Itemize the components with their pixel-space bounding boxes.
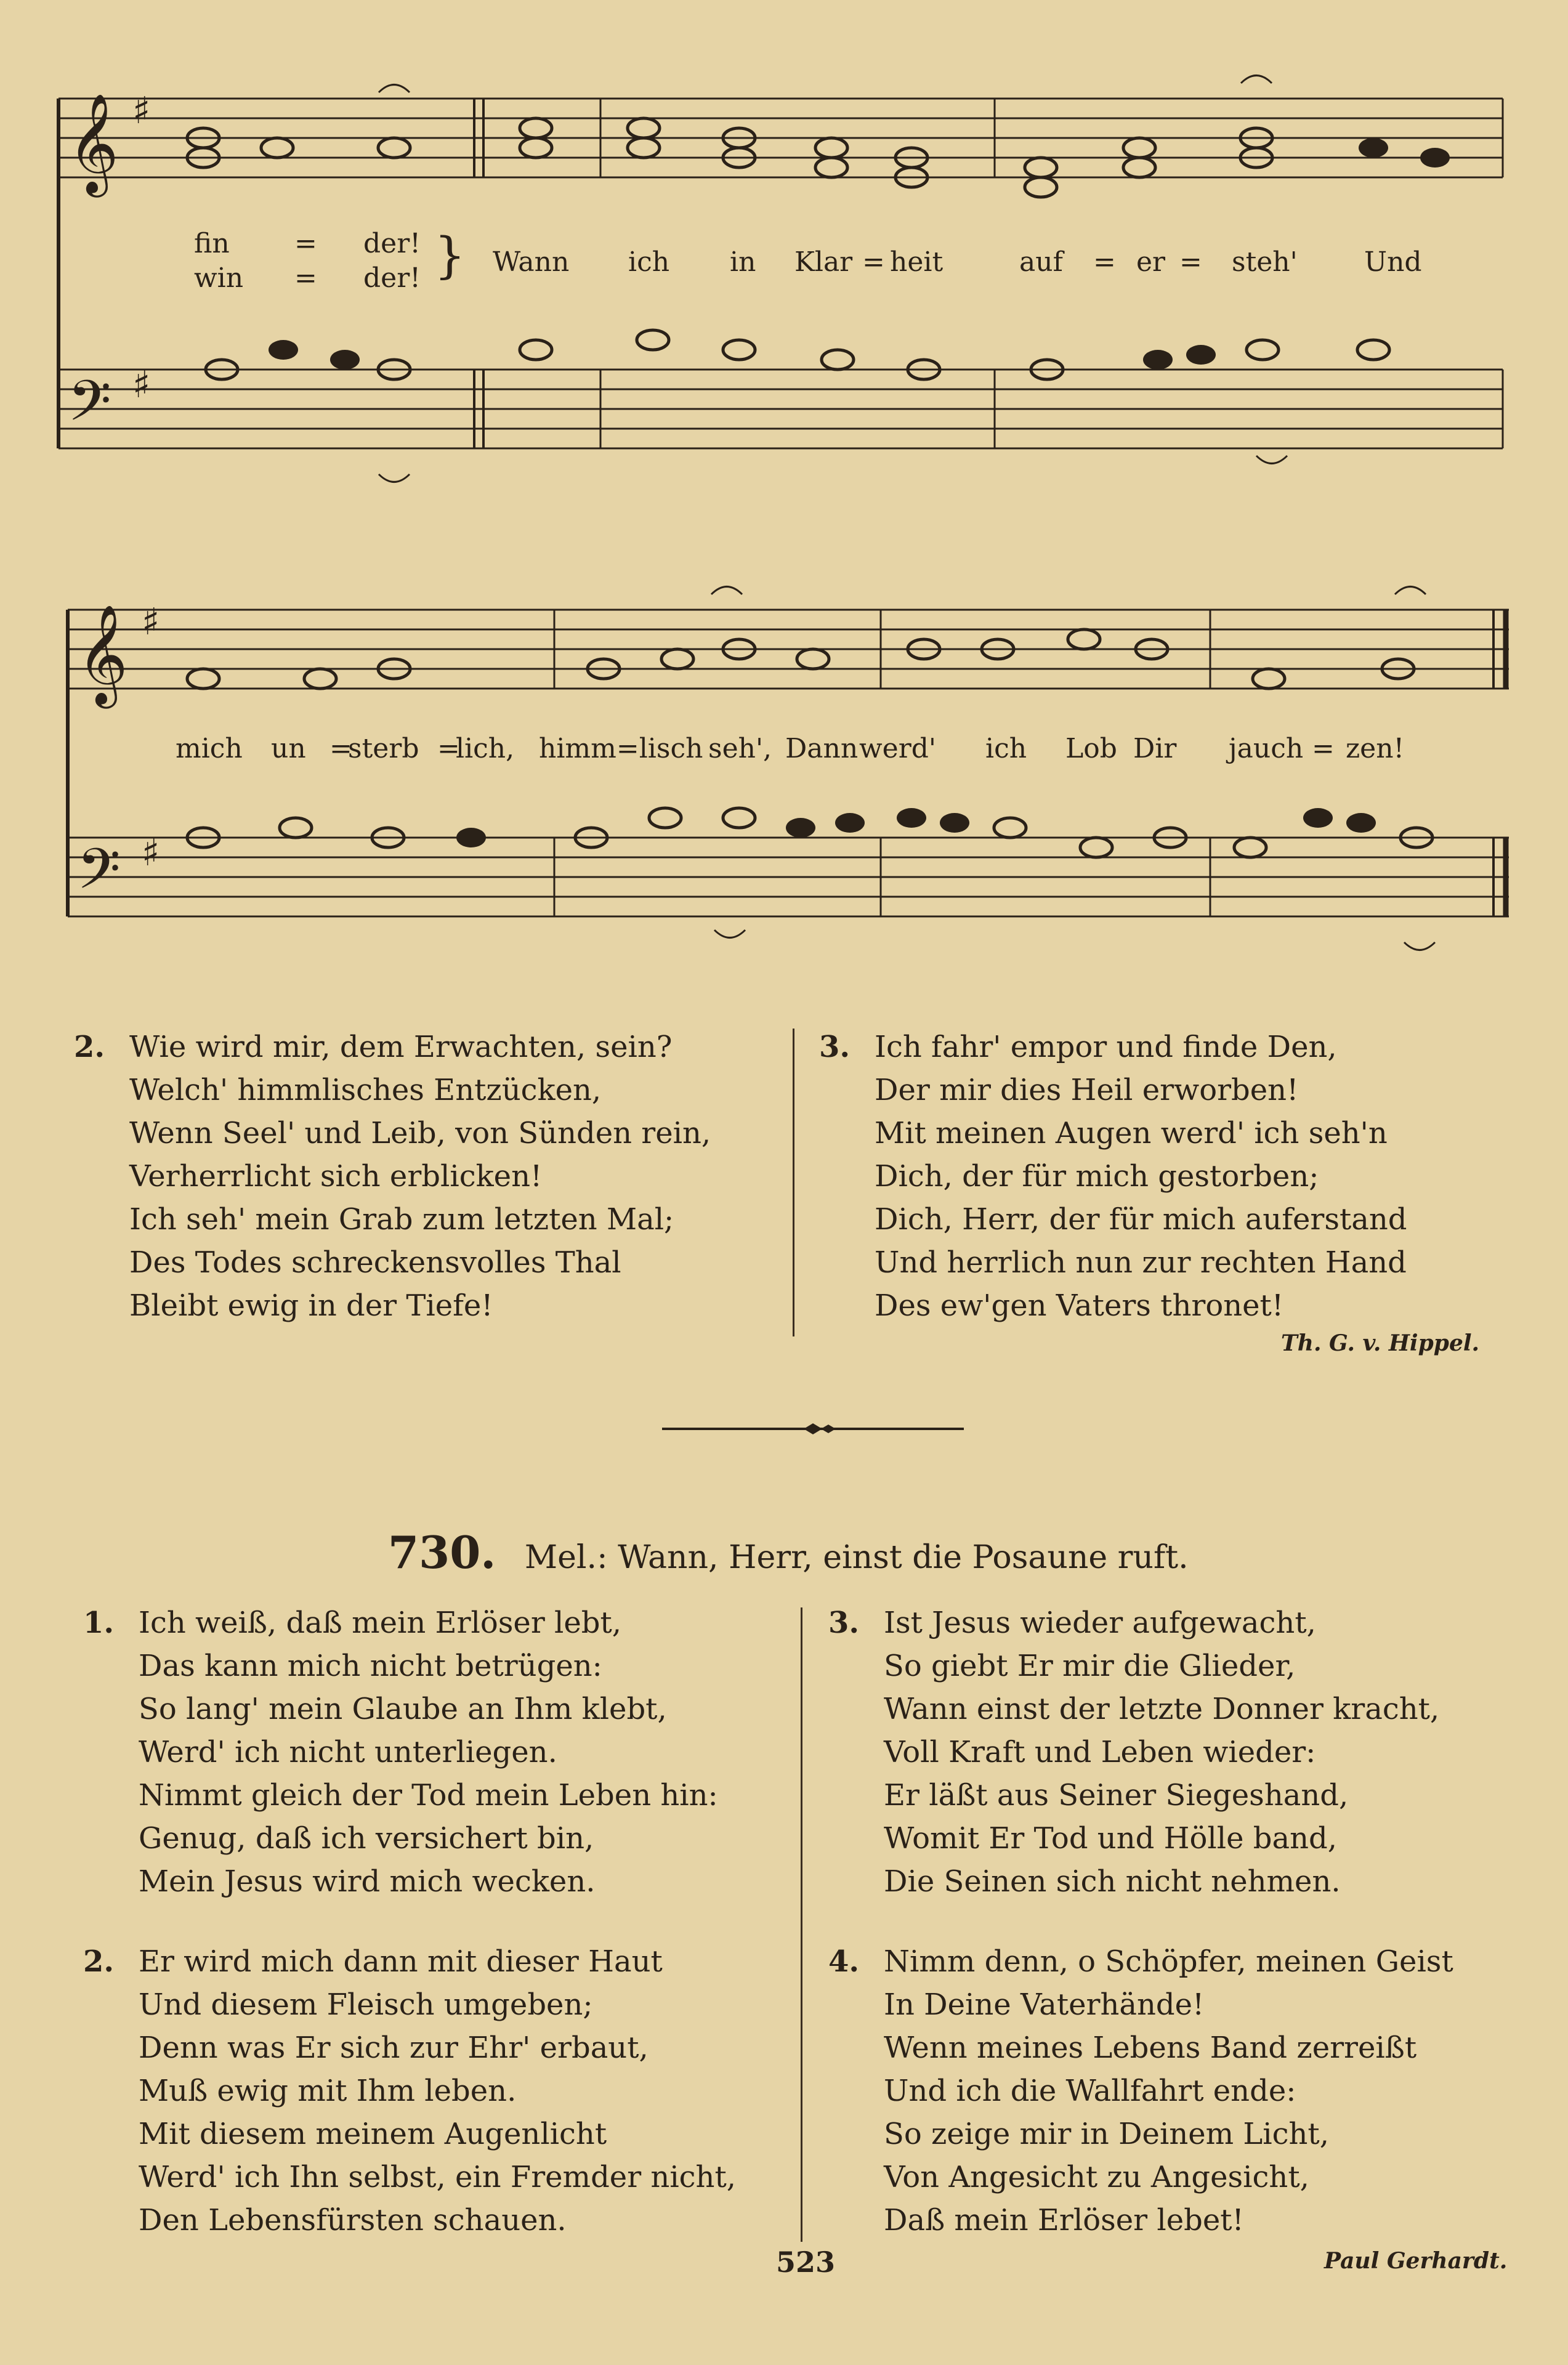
lyric-syllable: =: [294, 228, 317, 259]
verse-block: [83, 1940, 791, 2248]
verse-line: Wenn Seel' und Leib, von Sünden rein,: [129, 1116, 711, 1150]
lyric-syllable: der!: [363, 228, 421, 259]
lyric-syllable: Dir: [1133, 733, 1177, 764]
verse-line: Und herrlich nun zur rechten Hand: [875, 1245, 1407, 1280]
melody-title: Wann, Herr, einst die Posaune ruft.: [618, 1539, 1189, 1576]
verse-line: Muß ewig mit Ihm leben.: [139, 2074, 517, 2108]
lyric-syllable: Lob: [1065, 733, 1117, 764]
lyric-syllable: =: [1093, 246, 1116, 278]
lyric-syllable: =: [1312, 733, 1335, 764]
verse-number: 4.: [828, 1944, 860, 1979]
verse-line: Das kann mich nicht betrügen:: [139, 1649, 602, 1683]
lyric-syllable: win: [194, 262, 244, 294]
bass-clef-icon: 𝄢: [77, 836, 121, 915]
verse-lines: [129, 1025, 711, 1327]
treble-clef-icon: 𝄞: [77, 604, 128, 705]
verse-line: So giebt Er mir die Glieder,: [884, 1649, 1296, 1683]
verse-line: Welch' himmlisches Entzücken,: [129, 1073, 602, 1107]
lyric-syllable: zen!: [1346, 733, 1405, 764]
verse-block: [828, 1601, 1537, 1909]
verse-line: Er läßt aus Seiner Siegeshand,: [884, 1778, 1349, 1813]
verse-line: So lang' mein Glaube an Ihm klebt,: [139, 1692, 667, 1726]
sharp-icon: ♯: [132, 363, 151, 406]
verse-line: In Deine Vaterhände!: [884, 1987, 1205, 2022]
hymn-author: Paul Gerhardt.: [1324, 2248, 1508, 2274]
verse-line: Mein Jesus wird mich wecken.: [139, 1864, 596, 1899]
lyric-syllable: ich: [628, 246, 670, 278]
verse-line: Und ich die Wallfahrt ende:: [884, 2074, 1296, 2108]
sharp-icon: ♯: [132, 89, 151, 132]
verse-line: Genug, daß ich versichert bin,: [139, 1821, 594, 1856]
lyric-syllable: jauch: [1229, 733, 1304, 764]
verse-line: Werd' ich Ihn selbst, ein Fremder nicht,: [139, 2160, 737, 2194]
lyric-syllable: Dann: [785, 733, 859, 764]
lyric-syllable: der!: [363, 262, 421, 294]
verse-line: Wann einst der letzte Donner kracht,: [884, 1692, 1440, 1726]
verse-line: Voll Kraft und Leben wieder:: [884, 1735, 1316, 1769]
lyric-syllable: Wann: [493, 246, 570, 278]
lyric-syllable: werd': [859, 733, 936, 764]
column-divider: [801, 1607, 802, 2242]
verse-line: Von Angesicht zu Angesicht,: [884, 2160, 1309, 2194]
verse-line: Die Seinen sich nicht nehmen.: [884, 1864, 1341, 1899]
verse-block: [828, 1940, 1537, 2248]
lyric-syllable: heit: [890, 246, 944, 278]
treble-clef-icon: 𝄞: [68, 93, 119, 193]
system1-lyrics: [0, 0, 1568, 320]
verse-line: Werd' ich nicht unterliegen.: [139, 1735, 557, 1769]
verse-line: Nimm denn, o Schöpfer, meinen Geist: [884, 1944, 1453, 1979]
hymn-heading: [388, 1526, 1189, 1579]
lyric-syllable: er: [1136, 246, 1166, 278]
verse-line: Dich, der für mich gestorben;: [875, 1159, 1319, 1194]
verse-line: Daß mein Erlöser lebet!: [884, 2203, 1244, 2238]
verse-block: [74, 1025, 782, 1333]
verse-line: Womit Er Tod und Hölle band,: [884, 1821, 1337, 1856]
lyric-syllable: sterb: [348, 733, 419, 764]
sharp-icon: ♯: [142, 831, 160, 875]
hymn-author: Th. G. v. Hippel.: [1281, 1330, 1480, 1356]
verse-line: Des Todes schreckensvolles Thal: [129, 1245, 621, 1280]
verse-line: Wie wird mir, dem Erwachten, sein?: [129, 1030, 673, 1064]
lyric-syllable: Und: [1364, 246, 1422, 278]
lyric-syllable: steh': [1232, 246, 1298, 278]
bass-clef-icon: 𝄢: [68, 368, 111, 447]
verse-line: Dich, Herr, der für mich auferstand: [875, 1202, 1407, 1237]
verse-line: Des ew'gen Vaters thronet!: [875, 1288, 1284, 1323]
hymn-number: 730.: [388, 1526, 496, 1579]
verse-line: So zeige mir in Deinem Licht,: [884, 2117, 1329, 2151]
verse-lines: [884, 1940, 1453, 2242]
verse-line: Ich seh' mein Grab zum letzten Mal;: [129, 1202, 674, 1237]
lyric-syllable: fin: [194, 228, 230, 259]
verse-number: 3.: [828, 1606, 860, 1640]
verse-line: Ist Jesus wieder aufgewacht,: [884, 1606, 1316, 1640]
verse-line: Ich fahr' empor und finde Den,: [875, 1030, 1337, 1064]
verse-lines: [875, 1025, 1407, 1327]
lyric-syllable: seh',: [708, 733, 772, 764]
lyric-syllable: =: [437, 733, 460, 764]
verse-block: [83, 1601, 791, 1909]
lyric-syllable: =: [1179, 246, 1202, 278]
verse-lines: [884, 1601, 1439, 1903]
verse-number: 2.: [74, 1030, 105, 1064]
melody-label: Mel.:: [524, 1539, 608, 1576]
verse-line: Denn was Er sich zur Ehr' erbaut,: [139, 2031, 649, 2065]
page-number: 523: [776, 2246, 836, 2279]
lyric-syllable: himm=lisch: [539, 733, 703, 764]
column-divider: [793, 1029, 794, 1336]
lyric-syllable: un: [271, 733, 306, 764]
verse-line: Mit diesem meinem Augenlicht: [139, 2117, 607, 2151]
lyric-syllable: mich: [176, 733, 243, 764]
lyric-syllable: auf: [1019, 246, 1063, 278]
verse-line: Der mir dies Heil erworben!: [875, 1073, 1299, 1107]
verse-lines: [139, 1601, 718, 1903]
sharp-icon: ♯: [142, 600, 160, 644]
verse-number: 3.: [819, 1030, 851, 1064]
system2-lyrics: [0, 733, 1568, 770]
verse-block: [819, 1025, 1527, 1333]
lyric-syllable: in: [730, 246, 756, 278]
verse-line: Verherrlicht sich erblicken!: [129, 1159, 543, 1194]
lyric-brace: }: [434, 227, 466, 284]
verse-line: Ich weiß, daß mein Erlöser lebt,: [139, 1606, 622, 1640]
lyric-syllable: =: [329, 733, 352, 764]
verse-line: Und diesem Fleisch umgeben;: [139, 1987, 593, 2022]
verse-number: 2.: [83, 1944, 115, 1979]
ornament-divider: [662, 1420, 964, 1438]
verse-line: Bleibt ewig in der Tiefe!: [129, 1288, 493, 1323]
lyric-syllable: Klar: [794, 246, 853, 278]
verse-line: Wenn meines Lebens Band zerreißt: [884, 2031, 1417, 2065]
verse-line: Den Lebensfürsten schauen.: [139, 2203, 567, 2238]
verse-line: Mit meinen Augen werd' ich seh'n: [875, 1116, 1388, 1150]
verse-lines: [139, 1940, 736, 2242]
verse-line: Er wird mich dann mit dieser Haut: [139, 1944, 663, 1979]
lyric-syllable: ich: [985, 733, 1027, 764]
verse-number: 1.: [83, 1606, 115, 1640]
verse-line: Nimmt gleich der Tod mein Leben hin:: [139, 1778, 718, 1813]
lyric-syllable: =: [294, 262, 317, 294]
lyric-syllable: =: [862, 246, 885, 278]
lyric-syllable: lich,: [456, 733, 515, 764]
